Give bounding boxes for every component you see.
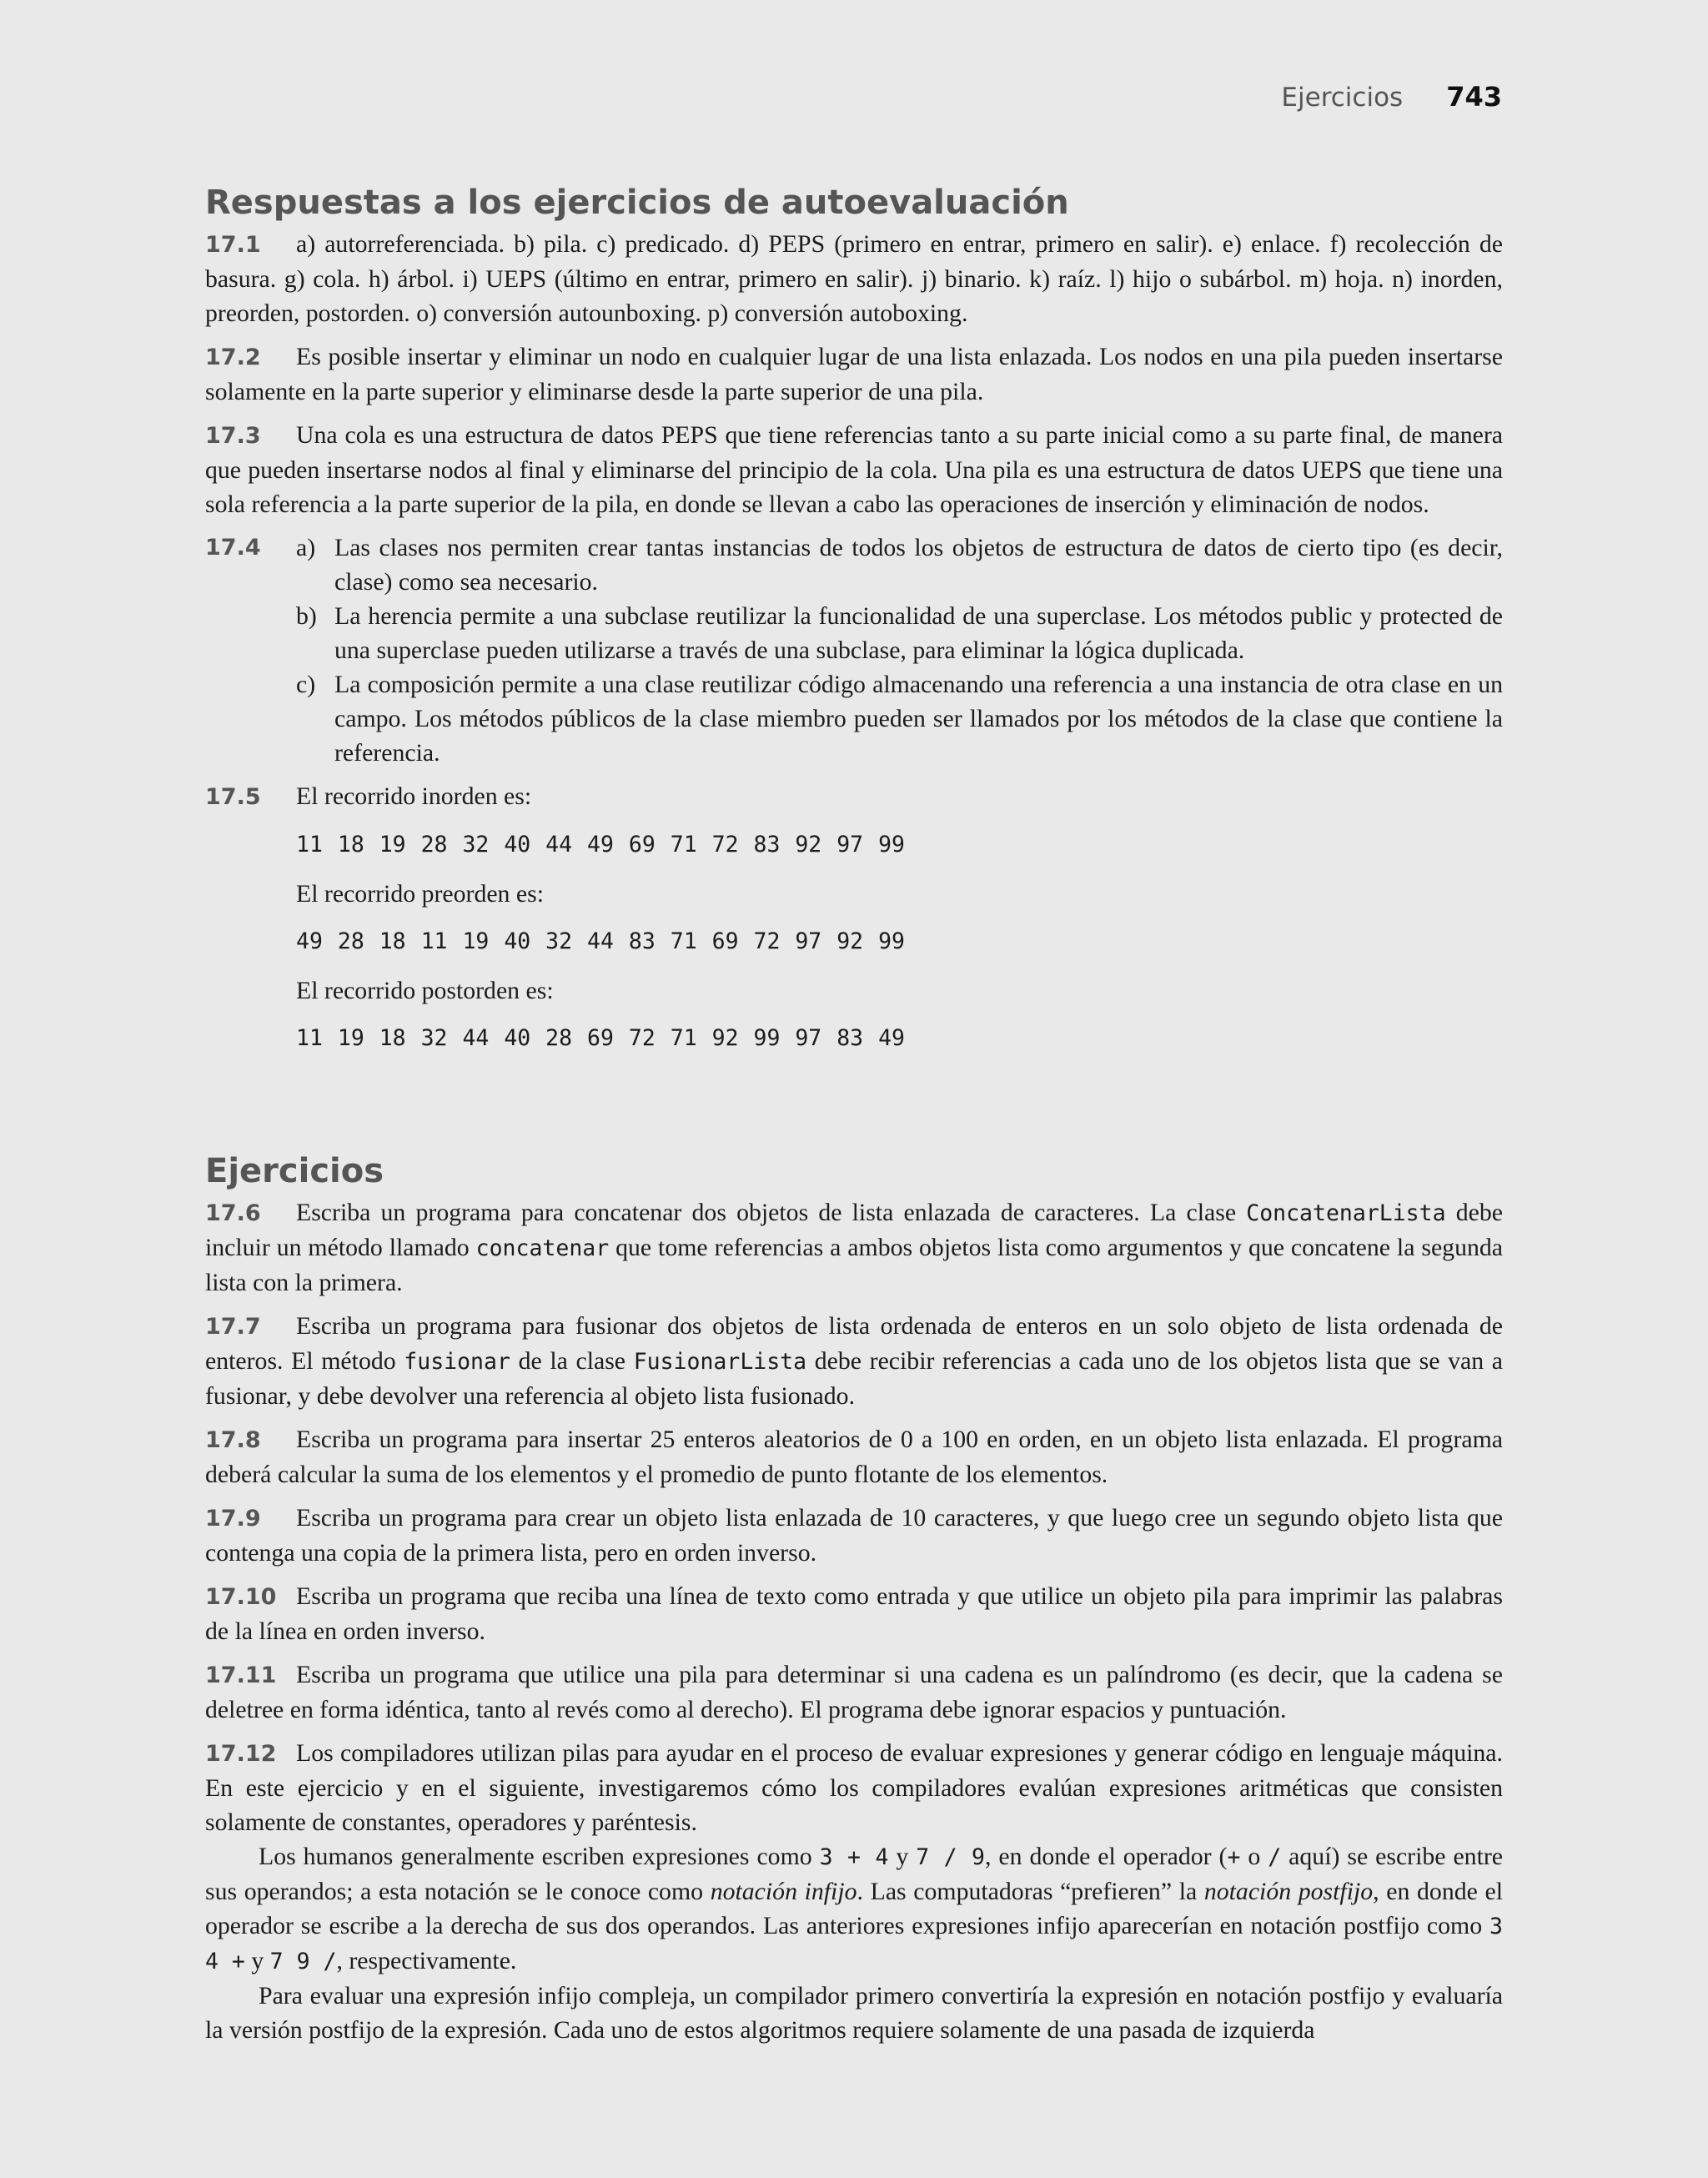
exercise-number: 17.12 — [205, 1741, 277, 1767]
item-text: La composición permite a una clase reutilizar código almacenando una referencia a una instancia de otra clase en un campo. Los métodos públicos de la clase miembro pueden ser llamados por los métodos de la clase que contiene la referencia. — [334, 671, 1503, 767]
exercise-text: Los compiladores utilizan pilas para ayudar en el proceso de evaluar expresiones y generar código en lenguaje máquina. En este ejercicio y en el siguiente, investigaremos cómo los compiladores evalúan expresiones aritméticas que consisten solamente de constantes, operadores y paréntesis. — [205, 1739, 1503, 1836]
exercise-17-12-paragraph-3: Para evaluar una expresión infijo compleja, un compilador primero convertiría la expresión en notación postfijo y evaluaría la versión postfijo de la expresión. Cada uno de estos algoritmos requiere solamente de una pasada de izquierda — [205, 1982, 1503, 2044]
paragraph-text: y — [244, 1947, 270, 1974]
item-letter: a) — [296, 534, 316, 561]
answer-17-1 — [205, 227, 1503, 330]
answer-number: 17.4 — [205, 535, 261, 561]
exercise-text: Escriba un programa para fusionar dos objetos de lista ordenada de enteros en un solo objeto de lista ordenada de enteros. El método — [205, 1312, 1503, 1375]
answer-text: Es posible insertar y eliminar un nodo en cualquier lugar de una lista enlazada. Los nodos en una pila pueden insertarse solamente en la parte superior y eliminarse desde la parte superior de una pila. — [205, 343, 1503, 405]
code-operator: / — [1268, 1844, 1282, 1870]
item-letter: c) — [296, 671, 316, 698]
exercise-17-9 — [205, 1501, 1503, 1570]
answer-17-4-c — [296, 667, 1503, 770]
exercise-text: Escriba un programa que utilice una pila para determinar si una cadena es un palíndromo (es decir, que la cadena se deletree en forma idéntica, tanto al revés como al derecho). El programa debe ignorar espacios y puntuación. — [205, 1661, 1503, 1723]
answer-number: 17.5 — [205, 784, 261, 810]
paragraph-text: o — [1240, 1843, 1268, 1870]
answers-heading: Respuestas a los ejercicios de autoevaluación — [205, 184, 1069, 222]
exercise-text: que tome referencias a ambos objetos lista como argumentos y que concatene la segunda lista con la primera. — [205, 1234, 1503, 1296]
preorder-sequence: 49 28 18 11 19 40 32 44 83 71 69 72 97 92 99 — [296, 928, 905, 954]
exercise-number: 17.10 — [205, 1584, 277, 1610]
code-method-name: concatenar — [475, 1235, 610, 1261]
exercises-section — [205, 1150, 1503, 2047]
item-letter: b) — [296, 602, 317, 630]
paragraph-text: y — [888, 1843, 917, 1870]
paragraph-text: , en donde el operador se escribe a la derecha de sus dos operandos. Las anteriores expresiones infijo aparecerían en notación postfijo como — [205, 1878, 1504, 1939]
answer-text: Una cola es una estructura de datos PEPS que tiene referencias tanto a su parte inicial como a su parte final, de manera que pueden insertarse nodos al final y eliminarse del principio de la cola. Una pila es una estructura de datos UEPS que tiene una sola referencia a la parte superior de la pila, en donde se llevan a cabo las operaciones de inserción y eliminación de nodos. — [205, 421, 1503, 518]
preorder-label: El recorrido preorden es: — [296, 880, 545, 908]
exercise-number: 17.9 — [205, 1506, 261, 1532]
exercise-text: Escriba un programa para insertar 25 enteros aleatorios de 0 a 100 en orden, en un objeto lista enlazada. El programa deberá calcular la suma de los elementos y el promedio de punto flotante de los elementos. — [205, 1426, 1503, 1488]
answer-17-4-a — [296, 531, 1503, 599]
answer-number: 17.1 — [205, 232, 261, 258]
exercise-17-12-paragraph-2 — [205, 1839, 1503, 1979]
inorder-label: El recorrido inorden es: — [296, 782, 532, 810]
exercise-17-8 — [205, 1422, 1503, 1491]
code-class-name: ConcatenarLista — [1246, 1200, 1446, 1226]
answer-17-2 — [205, 340, 1503, 409]
answer-number: 17.2 — [205, 345, 261, 370]
exercise-text: debe incluir un método llamado — [205, 1199, 1503, 1261]
postorder-label: El recorrido postorden es: — [296, 977, 554, 1004]
code-expression: 3 4 + — [205, 1914, 1503, 1974]
paragraph-text: aquí) se escribe entre sus operandos; a esta notación se le conoce como — [205, 1843, 1504, 1905]
exercise-number: 17.7 — [205, 1314, 261, 1340]
postorder-sequence: 11 19 18 32 44 40 28 69 72 71 92 99 97 83 49 — [296, 1025, 905, 1051]
exercise-text: Escriba un programa que reciba una línea de texto como entrada y que utilice un objeto pila para imprimir las palabras de la línea en orden inverso. — [205, 1582, 1503, 1645]
item-text: La herencia permite a una subclase reutilizar la funcionalidad de una superclase. Los métodos public y protected de una superclase pueden utilizarse a través de una subclase, para eliminar la lógica duplicada. — [334, 602, 1503, 664]
code-expression: 3 + 4 — [819, 1844, 889, 1870]
italic-term: notación infijo — [710, 1878, 857, 1905]
exercise-text: Escriba un programa para concatenar dos objetos de lista enlazada de caracteres. La clase — [296, 1199, 1247, 1226]
answers-section — [205, 182, 1503, 1070]
paragraph-text: , en donde el operador ( — [985, 1843, 1228, 1870]
running-head-section: Ejercicios — [1281, 83, 1404, 113]
paragraph-text: Los humanos generalmente escriben expresiones como — [259, 1843, 820, 1870]
inorder-sequence: 11 18 19 28 32 40 44 49 69 71 72 83 92 97 99 — [296, 832, 905, 858]
page-number: 743 — [1446, 81, 1502, 113]
answer-17-4-b — [296, 599, 1503, 667]
code-class-name: FusionarLista — [633, 1349, 807, 1375]
exercise-17-6 — [205, 1195, 1503, 1300]
exercise-number: 17.6 — [205, 1200, 261, 1226]
exercise-text: de la clase — [510, 1347, 634, 1375]
code-expression: 7 / 9 — [916, 1844, 985, 1870]
exercise-17-11 — [205, 1657, 1503, 1727]
paragraph-text: , respectivamente. — [336, 1947, 517, 1974]
exercise-number: 17.8 — [205, 1427, 261, 1453]
answer-number: 17.3 — [205, 423, 261, 449]
exercise-17-7 — [205, 1309, 1503, 1413]
code-expression: 7 9 / — [269, 1949, 337, 1974]
answer-text: a) autorreferenciada. b) pila. c) predicado. d) PEPS (primero en entrar, primero en salir). e) enlace. f) recolección de basura. g) cola. h) árbol. i) UEPS (último en entrar, primero en salir). j) binario. k) raíz. l) hijo o subárbol. m) hoja. n) inorden, preorden, postorden. o) conversión autounboxing. p) conversión autoboxing. — [205, 230, 1503, 327]
exercise-17-10 — [205, 1579, 1503, 1648]
italic-term: notación postfijo — [1203, 1878, 1374, 1905]
item-text: Las clases nos permiten crear tantas instancias de todos los objetos de estructura de datos de cierto tipo (es decir, clase) como sea necesario. — [334, 534, 1503, 596]
exercise-17-12 — [205, 1736, 1503, 1839]
exercise-text: Escriba un programa para crear un objeto lista enlazada de 10 caracteres, y que luego cree un segundo objeto lista que contenga una copia de la primera lista, pero en orden inverso. — [205, 1504, 1503, 1567]
answer-17-3 — [205, 418, 1503, 521]
running-head — [1281, 81, 1502, 118]
code-operator: + — [1227, 1844, 1241, 1870]
answer-17-5 — [205, 779, 1503, 1055]
answer-17-4 — [205, 531, 1503, 770]
exercise-number: 17.11 — [205, 1662, 277, 1688]
code-method-name: fusionar — [404, 1349, 510, 1375]
exercises-heading: Ejercicios — [205, 1152, 384, 1190]
paragraph-text: . Las computadoras “prefieren” la — [857, 1878, 1204, 1905]
exercise-text: debe recibir referencias a cada uno de los objetos lista que se van a fusionar, y debe devolver una referencia al objeto lista fusionado. — [205, 1347, 1503, 1410]
